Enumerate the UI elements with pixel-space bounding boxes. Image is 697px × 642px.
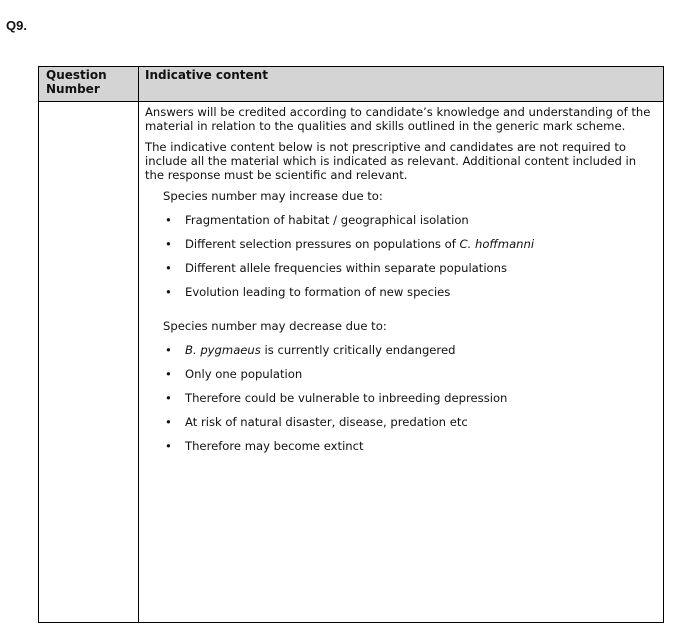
list-item-text: Therefore may become extinct (185, 439, 364, 453)
species-name: C. hoffmanni (459, 237, 535, 251)
mark-scheme-table (38, 66, 664, 623)
bullet-icon: • (165, 261, 172, 275)
spacer (145, 309, 657, 319)
table-body-row (39, 102, 664, 623)
list-item-text: Different allele frequencies within separate populations (185, 261, 508, 275)
list-item (163, 367, 657, 381)
intro-paragraph-1: Answers will be credited according to candidate’s knowledge and understanding of the material in relation to the qualities and skills outlined in the generic mark scheme. (145, 105, 651, 133)
species-name: B. pygmaeus (185, 343, 261, 357)
bullet-icon: • (165, 237, 172, 251)
list-item-text: Only one population (185, 367, 303, 381)
intro-paragraph-2: The indicative content below is not prescriptive and candidates are not required to include all the material which is indicated as relevant. Additional content included in the response must be scientific and relevant. (145, 140, 637, 182)
increase-heading: Species number may increase due to: (163, 189, 383, 203)
list-item (163, 391, 657, 405)
list-item-text: Fragmentation of habitat / geographical isolation (185, 213, 469, 227)
list-item-text: Different selection pressures on populations of (185, 237, 460, 251)
bullet-icon: • (165, 285, 172, 299)
list-item (163, 439, 657, 453)
bullet-icon: • (165, 439, 172, 453)
list-item-text: At risk of natural disaster, disease, predation etc (185, 415, 468, 429)
bullet-icon: • (165, 213, 172, 227)
decrease-list (163, 343, 657, 453)
list-item (163, 261, 657, 275)
list-item (163, 415, 657, 429)
question-label: Q9. (6, 18, 27, 33)
indicative-content-cell (139, 102, 664, 623)
list-item (163, 285, 657, 299)
table-header-row (39, 67, 664, 102)
indicative-content-header: Indicative content (139, 67, 664, 102)
list-item (163, 343, 657, 357)
bullet-icon: • (165, 367, 172, 381)
increase-list (163, 213, 657, 299)
list-item-text: Therefore could be vulnerable to inbreeding depression (185, 391, 508, 405)
bullet-icon: • (165, 343, 172, 357)
list-item (163, 213, 657, 227)
list-item-text: is currently critically endangered (260, 343, 456, 357)
question-number-cell (39, 102, 139, 623)
list-item-text: Evolution leading to formation of new species (185, 285, 451, 299)
bullet-icon: • (165, 391, 172, 405)
list-item (163, 237, 657, 251)
decrease-heading: Species number may decrease due to: (163, 319, 387, 333)
question-number-header: Question Number (39, 67, 139, 102)
bullet-icon: • (165, 415, 172, 429)
